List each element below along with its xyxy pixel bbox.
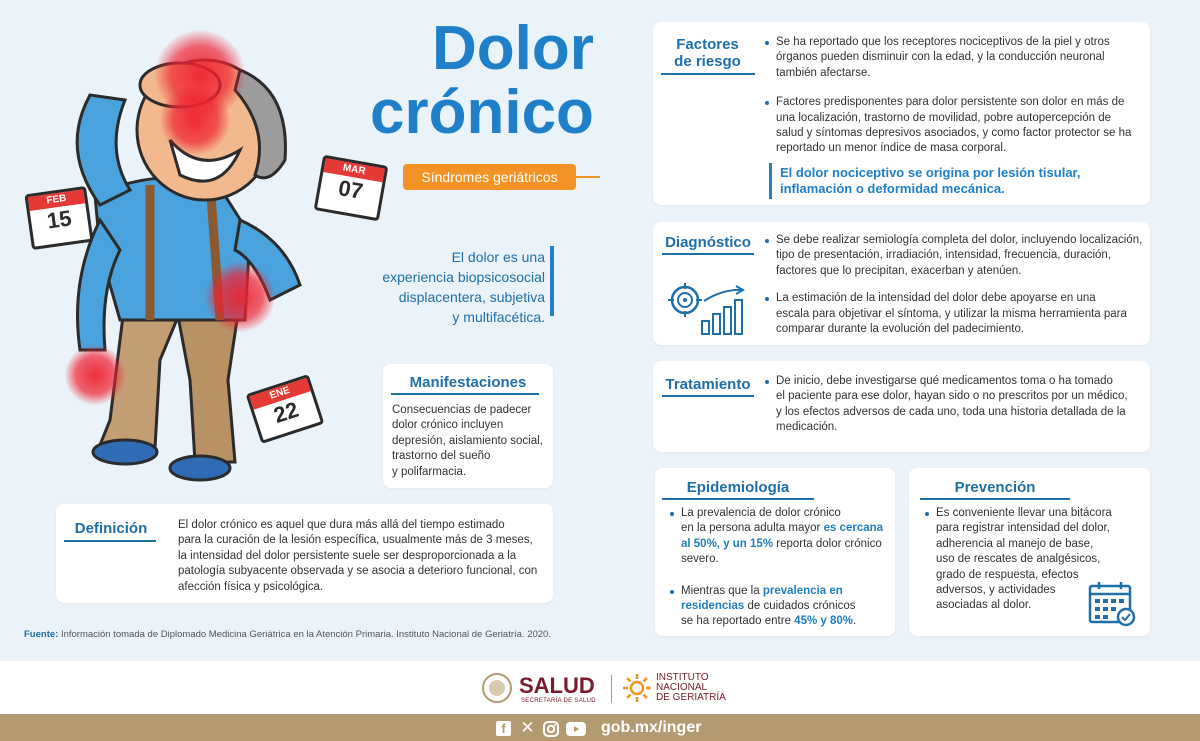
youtube-icon[interactable]	[566, 722, 586, 736]
text-line: la intensidad del dolor persistente suele ser desproporcionada a la	[178, 549, 517, 562]
pain-spot-face	[160, 85, 230, 155]
highlight-span: es cercana	[823, 522, 884, 535]
quote-line: El dolor es una	[451, 249, 545, 265]
text-line: dolor crónico incluyen	[392, 419, 504, 432]
text-line: inflamación o deformidad mecánica.	[780, 181, 1005, 196]
factores-highlight-bar	[769, 163, 772, 199]
page-title-line2: crónico	[370, 78, 594, 147]
text-line: medicación.	[776, 421, 838, 434]
text-line: para registrar intensidad del dolor,	[936, 522, 1110, 535]
text-line: Factores predisponentes para dolor persistente son dolor en más de	[776, 96, 1125, 109]
x-twitter-icon[interactable]: ✕	[520, 718, 535, 737]
epidemiologia-underline	[662, 498, 814, 500]
calendar-day: 15	[45, 205, 74, 234]
quote-line: experiencia biopsicosocial	[382, 269, 545, 285]
pain-spot-knee	[65, 345, 125, 405]
tratamiento-underline	[662, 395, 754, 397]
calendar-check-icon	[1088, 580, 1138, 628]
prevencion-bullets	[925, 506, 1112, 614]
text-line: comparar durante la evolución del padecimiento.	[776, 323, 1025, 336]
highlight-span: residencias	[681, 600, 745, 613]
prevencion-bullet	[925, 506, 1112, 614]
text-line: reportado un menor índice de masa corporal.	[776, 142, 1007, 155]
diagnostico-bullets	[765, 233, 1142, 337]
tratamiento-bullets	[765, 374, 1128, 436]
epidemiologia-bullet-1	[670, 506, 883, 568]
fuente-note	[24, 629, 551, 640]
text-line: adherencia al manejo de base,	[936, 537, 1094, 550]
fuente-label: Fuente:	[24, 629, 59, 640]
tratamiento-bullet	[765, 374, 1128, 436]
salud-logo-subtext: SECRETARÍA DE SALUD	[521, 698, 596, 704]
epidemiologia-bullet-2	[670, 584, 883, 630]
highlight-span: al 50%, y un 15%	[681, 537, 774, 550]
text-span: reporta dolor crónico	[773, 537, 882, 550]
text-line: La estimación de la intensidad del dolor debe apoyarse en una	[776, 292, 1096, 305]
diagnostico-title: Diagnóstico	[665, 234, 751, 251]
text-span: Mientras que la	[681, 584, 763, 597]
text-line: Se debe realizar semiología completa del dolor, incluyendo localización,	[776, 234, 1143, 246]
inger-logo-icon	[622, 673, 652, 703]
quote-line: y multifacética.	[452, 309, 545, 325]
calendar-day: 07	[336, 175, 365, 204]
definicion-underline	[64, 540, 156, 542]
text-line: La prevalencia de dolor crónico	[681, 507, 841, 519]
text-line: severo.	[681, 553, 719, 566]
epidemiologia-title: Epidemiología	[686, 479, 790, 496]
diagnostico-bullet-1	[765, 233, 1142, 279]
page-title-line1: Dolor	[432, 14, 594, 83]
text-line: De inicio, debe investigarse qué medicamentos toma o ha tomado	[776, 375, 1113, 387]
text-line: El dolor crónico es aquel que dura más allá del tiempo estimado	[178, 519, 505, 531]
factores-underline	[661, 73, 755, 75]
inger-logo-text	[656, 673, 726, 703]
text-line: Se ha reportado que los receptores nociceptivos de la piel y otros	[776, 36, 1110, 48]
factores-title-line: Factores	[676, 36, 739, 53]
factores-highlight	[780, 165, 1081, 197]
text-line: una localización, trastorno de movilidad, pobre autopercepción de	[776, 111, 1111, 124]
quote-bar	[550, 246, 554, 316]
text-line: factores que lo precipitan, exacerban y atenúen.	[776, 264, 1022, 277]
calendar-day: 22	[270, 396, 302, 429]
definicion-text	[178, 518, 537, 595]
text-span: en la persona adulta mayor	[681, 522, 824, 535]
definicion-title: Definición	[74, 520, 148, 537]
prevencion-underline	[920, 498, 1070, 500]
pain-spot-hip	[205, 262, 275, 332]
factores-bullet-1	[765, 35, 1131, 81]
footer-url-link[interactable]: gob.mx/inger	[601, 719, 702, 736]
subtitle-badge-text: Síndromes geriátricos	[421, 169, 558, 185]
text-line: órganos pueden disminuir con la edad, y la conducción neuronal	[776, 51, 1105, 64]
text-line	[681, 521, 883, 536]
footer-gold-bar	[0, 714, 1200, 741]
text-line: depresión, aislamiento social,	[392, 434, 543, 447]
text-line: grado de respuesta, efectos	[936, 568, 1079, 581]
text-line: escala para objetivar el síntoma, y utilizar la misma herramienta para	[776, 307, 1127, 320]
diagnostico-underline	[662, 253, 754, 255]
salud-seal-icon	[481, 672, 513, 704]
text-span: de cuidados crónicos	[744, 600, 856, 613]
text-line: El dolor nociceptivo se origina por lesión tisular,	[780, 165, 1081, 180]
calendar-month: ENE	[249, 378, 310, 410]
highlight-span: prevalencia en	[762, 584, 843, 597]
subtitle-badge-line	[576, 176, 600, 178]
calendar-month: FEB	[28, 189, 85, 211]
text-span: .	[853, 615, 857, 628]
quote-block	[370, 247, 545, 327]
quote-line: displacentera, subjetiva	[398, 289, 545, 305]
text-line: trastorno del sueño	[392, 450, 491, 463]
target-chart-icon	[668, 283, 750, 337]
inger-line: NACIONAL	[656, 682, 708, 693]
text-line: uso de rescates de analgésicos,	[936, 553, 1101, 566]
text-line: asociadas al dolor.	[936, 599, 1032, 612]
text-line: tipo de presentación, irradiación, intensidad, frecuencia, duración,	[776, 249, 1111, 262]
factores-title-line: de riesgo	[674, 53, 741, 70]
diagnostico-bullet-2	[765, 291, 1142, 337]
text-line: y los efectos adversos de cada uno, toda una historia detallada de la	[776, 405, 1126, 418]
text-line	[681, 537, 883, 552]
text-line: afección física y psicológica.	[178, 580, 324, 593]
text-line	[681, 599, 883, 614]
text-line: Es conveniente llevar una bitácora	[936, 507, 1112, 519]
salud-logo-text: SALUD	[519, 673, 595, 698]
calendar-month: MAR	[323, 158, 385, 182]
text-line	[681, 614, 883, 629]
manifestaciones-title: Manifestaciones	[409, 374, 527, 391]
text-line: y polifarmacia.	[392, 465, 467, 478]
manifestaciones-text	[392, 403, 543, 480]
text-line: patología subyacente observada y se asocia a deterioro funcional, con	[178, 565, 538, 578]
inger-line: INSTITUTO	[656, 672, 709, 683]
text-line: salud y síntomas depresivos asociados, y como factor protector se ha	[776, 127, 1132, 140]
text-line: el paciente para ese dolor, hayan sido o no prescritos por un médico,	[776, 390, 1128, 403]
text-line: adversos, y actividades	[936, 584, 1056, 597]
calendar-icon-mar	[314, 155, 389, 222]
text-line	[681, 584, 883, 599]
instagram-icon[interactable]	[543, 721, 559, 737]
highlight-span: 45% y 80%	[794, 615, 853, 628]
factores-title	[660, 36, 755, 70]
text-line: también afectarse.	[776, 66, 871, 79]
manifestaciones-underline	[391, 393, 539, 395]
footer-divider	[611, 675, 612, 703]
epidemiologia-bullets	[670, 506, 883, 630]
prevencion-title: Prevención	[954, 479, 1036, 496]
factores-bullet-2	[765, 95, 1131, 157]
calendar-icon-feb	[24, 186, 93, 250]
text-line: para la curación de la lesión específica, usualmente más de 3 meses,	[178, 534, 533, 547]
tratamiento-title: Tratamiento	[665, 376, 751, 393]
factores-bullets	[765, 35, 1131, 157]
facebook-icon[interactable]: f	[496, 721, 511, 736]
footer-white	[0, 661, 1200, 714]
inger-line: DE GERIATRÍA	[656, 692, 726, 703]
text-line: Consecuencias de padecer	[392, 404, 532, 416]
text-span: se ha reportado entre	[681, 615, 795, 628]
fuente-text: Información tomada de Diplomado Medicina Geriátrica en la Atención Primaria. Instituto Nacional de Geriatría. 2020.	[58, 629, 551, 640]
